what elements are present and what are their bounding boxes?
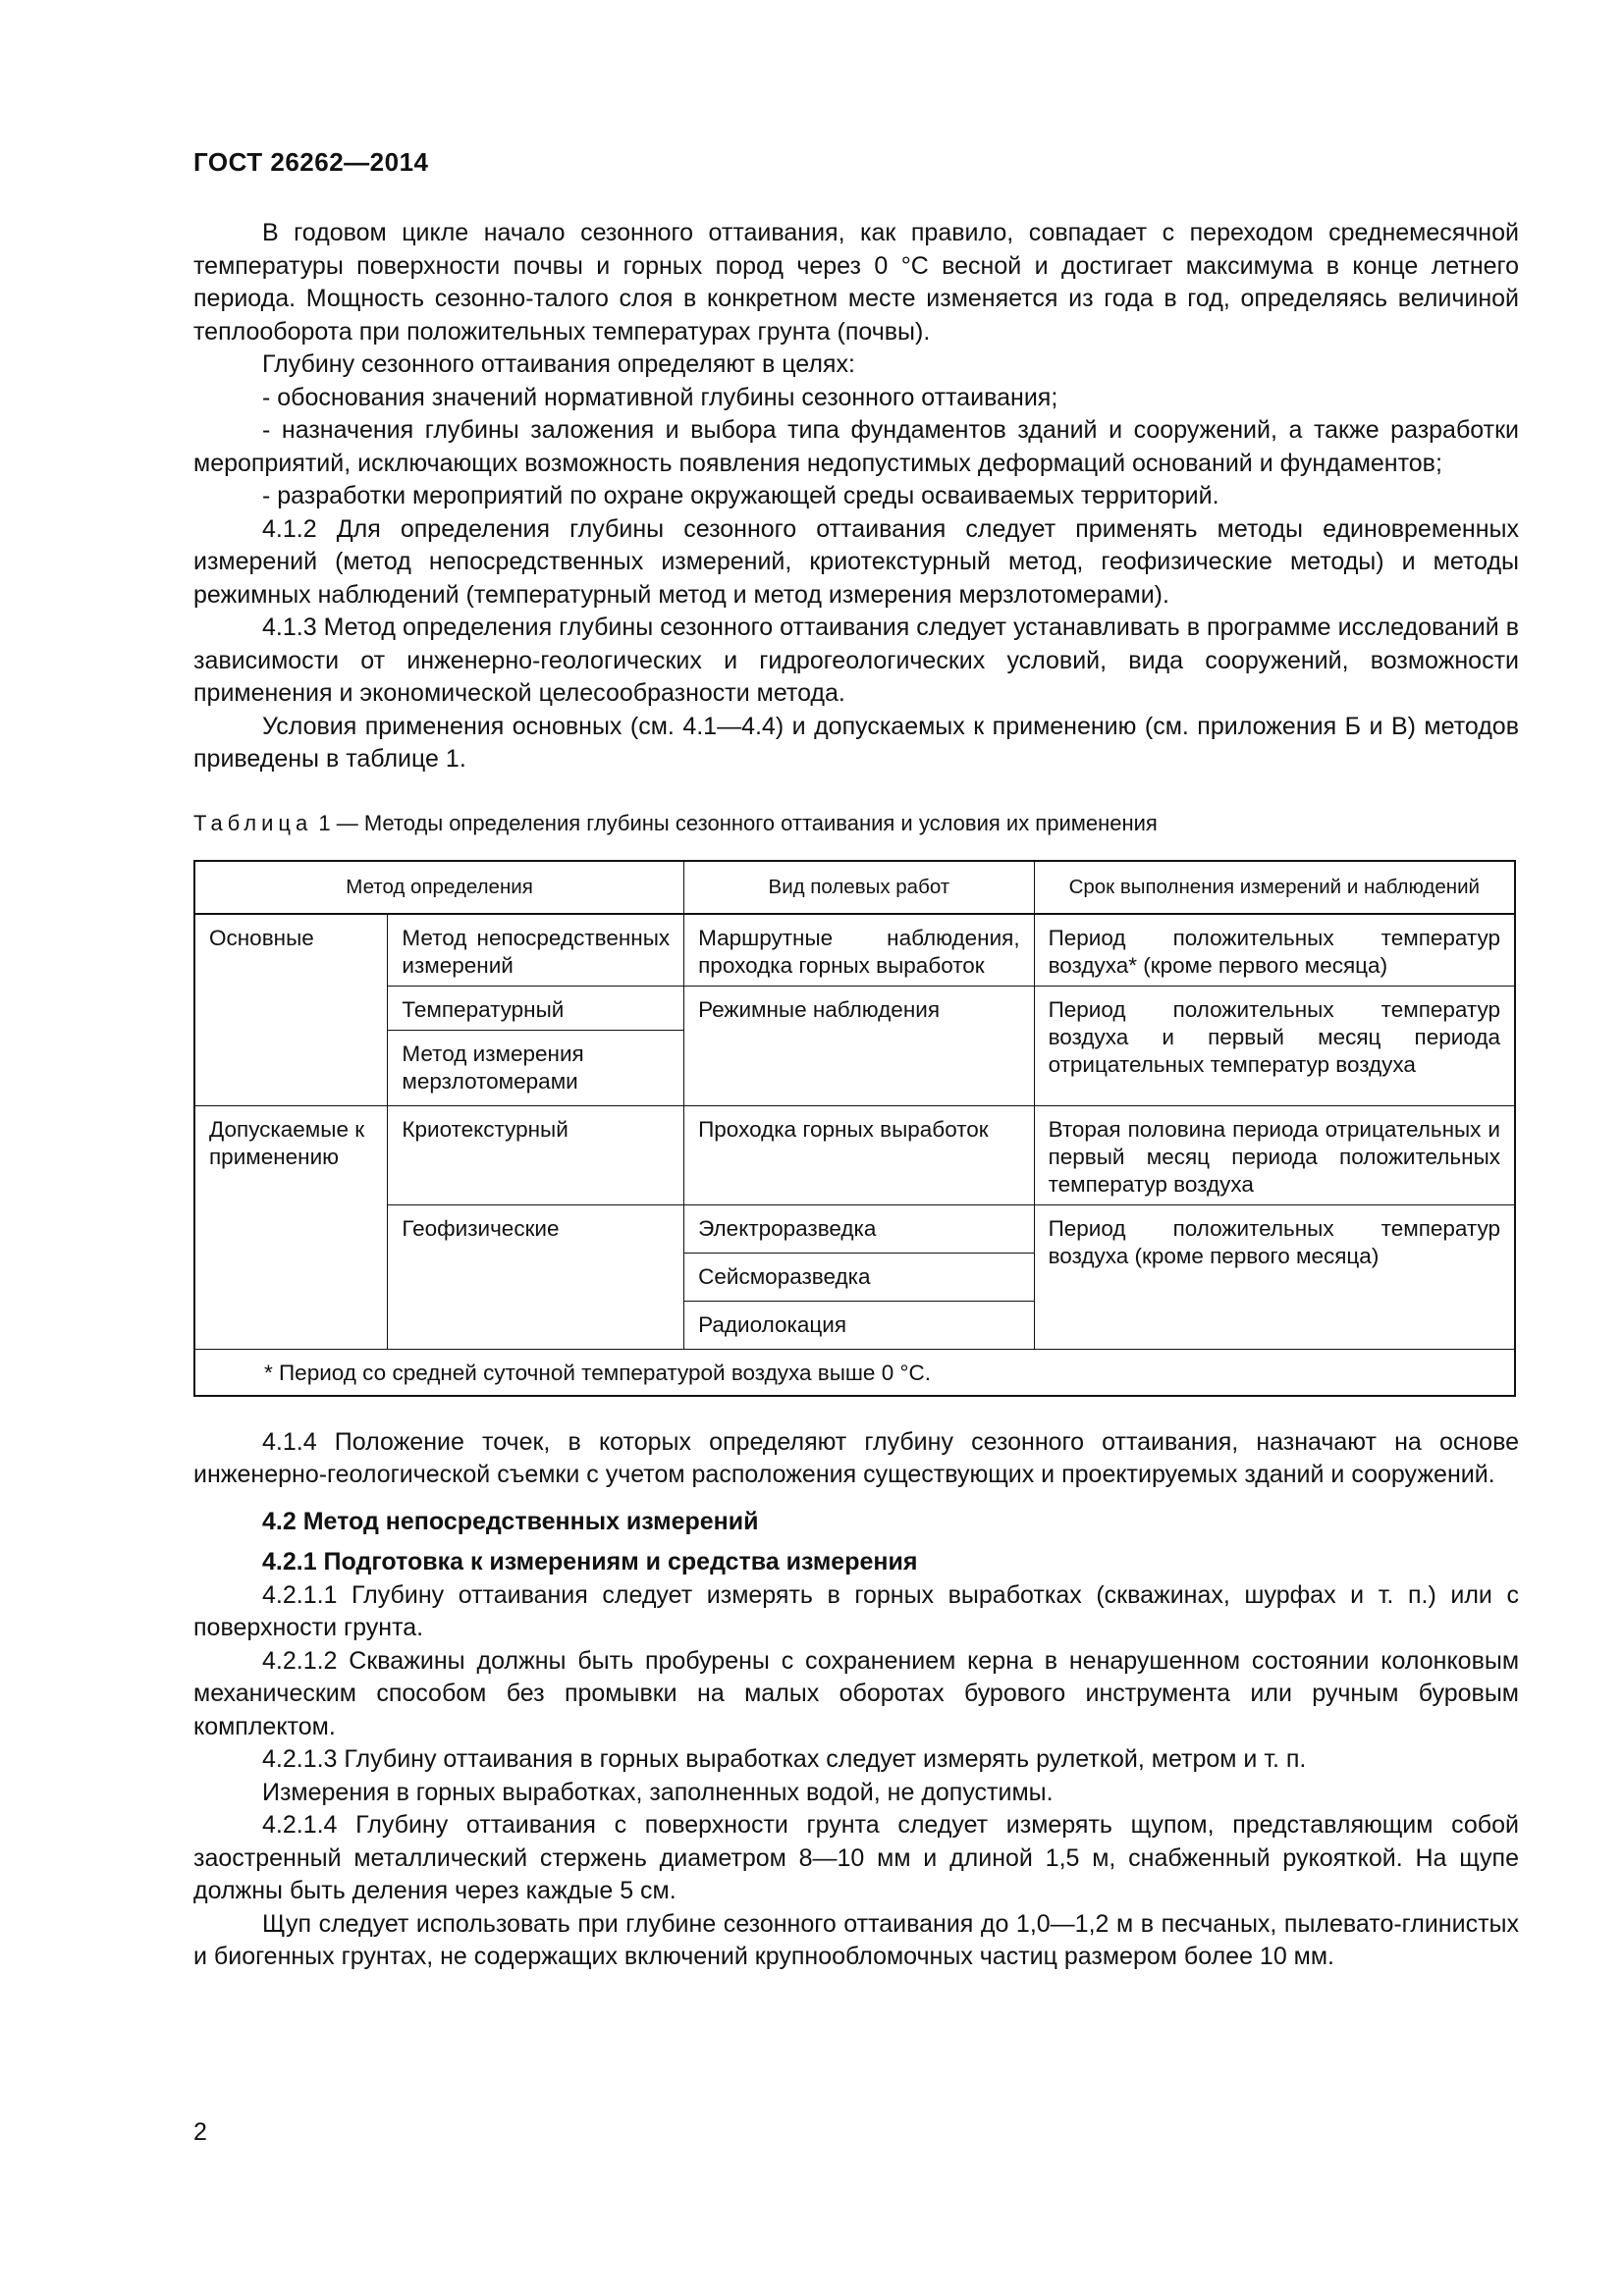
table-header-row [194,861,1515,914]
paragraph: В годовом цикле начало сезонного оттаивания, как правило, совпадает с переходом среднемесячной температуры поверхности почвы и горных пород через 0 °С весной и достигает максимума в конце летнего периода. Мощность сезонно-талого слоя в конкретном месте изменяется из года в год, определяясь величиной теплооборота при положительных температурах грунта (почвы). [193,219,1519,346]
work-cell: Сейсморазведка [684,1253,1034,1301]
column-header-work: Вид полевых работ [684,861,1034,914]
paragraph: 4.2.1.3 Глубину оттаивания в горных выработках следует измерять рулеткой, метром и т. п. [262,1745,1307,1773]
work-cell: Проходка горных выработок [684,1105,1034,1204]
list-item: - обоснования значений нормативной глубины сезонного оттаивания; [262,383,1058,411]
group-allowed: Допускаемые к применению [194,1105,388,1349]
table-caption [193,811,1519,836]
document-header: ГОСТ 26262—2014 [193,147,429,177]
paragraph: 4.1.3 Метод определения глубины сезонного оттаивания следует устанавливать в программе исследований в зависимости от инженерно-геологических и гидрогеологических условий, вида сооружений, возможности применения и экономической целесообразности метода. [193,614,1519,707]
table-footnote: * Период со средней суточной температурой воздуха выше 0 °С. [194,1349,1515,1396]
timing-cell: Период положительных температур воздуха (кроме первого месяца) [1034,1204,1515,1349]
table-row [194,986,1515,1030]
paragraph: Условия применения основных (см. 4.1—4.4) и допускаемых к применению (см. приложения Б и В) методов приведены в таблице 1. [193,712,1519,773]
method-cell: Температурный [388,986,684,1030]
table-caption-label: Таблица [193,810,313,835]
table-row [194,1204,1515,1253]
table-row [194,1105,1515,1204]
paragraph: Измерения в горных выработках, заполненных водой, не допустимы. [262,1778,1054,1806]
page-number: 2 [193,2118,207,2146]
column-header-timing: Срок выполнения измерений и наблюдений [1034,861,1515,914]
list-item: - назначения глубины заложения и выбора типа фундаментов зданий и сооружений, а также разработки мероприятий, исключающих возможность появления недопустимых деформаций оснований и фундаментов; [193,416,1519,477]
paragraph: 4.2.1.2 Скважины должны быть пробурены с сохранением керна в ненарушенном состоянии колонковым механическим способом без промывки на малых оборотах бурового инструмента или ручным буровым комплектом. [193,1646,1519,1740]
method-cell: Криотекстурный [388,1105,684,1204]
method-cell: Геофизические [388,1204,684,1349]
document-page [193,147,1519,1974]
section-title: 4.2 Метод непосредственных измерений [262,1507,759,1535]
work-cell: Радиолокация [684,1301,1034,1349]
timing-cell: Вторая половина периода отрицательных и первый месяц периода положительных температур воздуха [1034,1105,1515,1204]
group-basic: Основные [194,914,388,1106]
column-header-method: Метод определения [194,861,684,914]
timing-cell: Период положительных температур воздуха и первый месяц периода отрицательных температур воздуха [1034,986,1515,1105]
work-cell: Маршрутные наблюдения, проходка горных выработок [684,914,1034,987]
paragraph: 4.1.4 Положение точек, в которых определяют глубину сезонного оттаивания, назначают на основе инженерно-геологической съемки с учетом расположения существующих и проектируемых зданий и сооружений. [193,1427,1519,1488]
paragraph: 4.1.2 Для определения глубины сезонного оттаивания следует применять методы единовременных измерений (метод непосредственных измерений, криотекстурный метод, геофизические методы) и методы режимных наблюдений (температурный метод и метод измерения мерзлотомерами). [193,514,1519,609]
method-cell: Метод непосредственных измерений [388,914,684,987]
paragraph: 4.2.1.1 Глубину оттаивания следует измерять в горных выработках (скважинах, шурфах и т. п.) или с поверхности грунта. [193,1580,1519,1641]
table-caption-text: 1 — Методы определения глубины сезонного оттаивания и условия их применения [312,810,1158,835]
work-cell: Электроразведка [684,1204,1034,1253]
paragraph: Глубину сезонного оттаивания определяют в целях: [262,350,855,378]
table-footnote-row [194,1349,1515,1396]
subsection-title: 4.2.1 Подготовка к измерениям и средства измерения [262,1548,918,1575]
list-item: - разработки мероприятий по охране окружающей среды осваиваемых территорий. [262,482,1219,509]
method-cell: Метод измерения мерзлотомерами [388,1030,684,1105]
work-cell: Режимные наблюдения [684,986,1034,1105]
timing-cell: Период положительных температур воздуха* (кроме первого месяца) [1034,914,1515,987]
methods-table [193,860,1516,1397]
paragraph: 4.2.1.4 Глубину оттаивания с поверхности грунта следует измерять щупом, представляющим собой заостренный металлический стержень диаметром 8—10 мм и длиной 1,5 м, снабженный рукояткой. На щупе должны быть деления через каждые 5 см. [193,1811,1519,1904]
table-row [194,914,1515,987]
paragraph: Щуп следует использовать при глубине сезонного оттаивания до 1,0—1,2 м в песчаных, пылевато-глинистых и биогенных грунтах, не содержащих включений крупнообломочных частиц размером более 10 мм. [193,1909,1519,1970]
